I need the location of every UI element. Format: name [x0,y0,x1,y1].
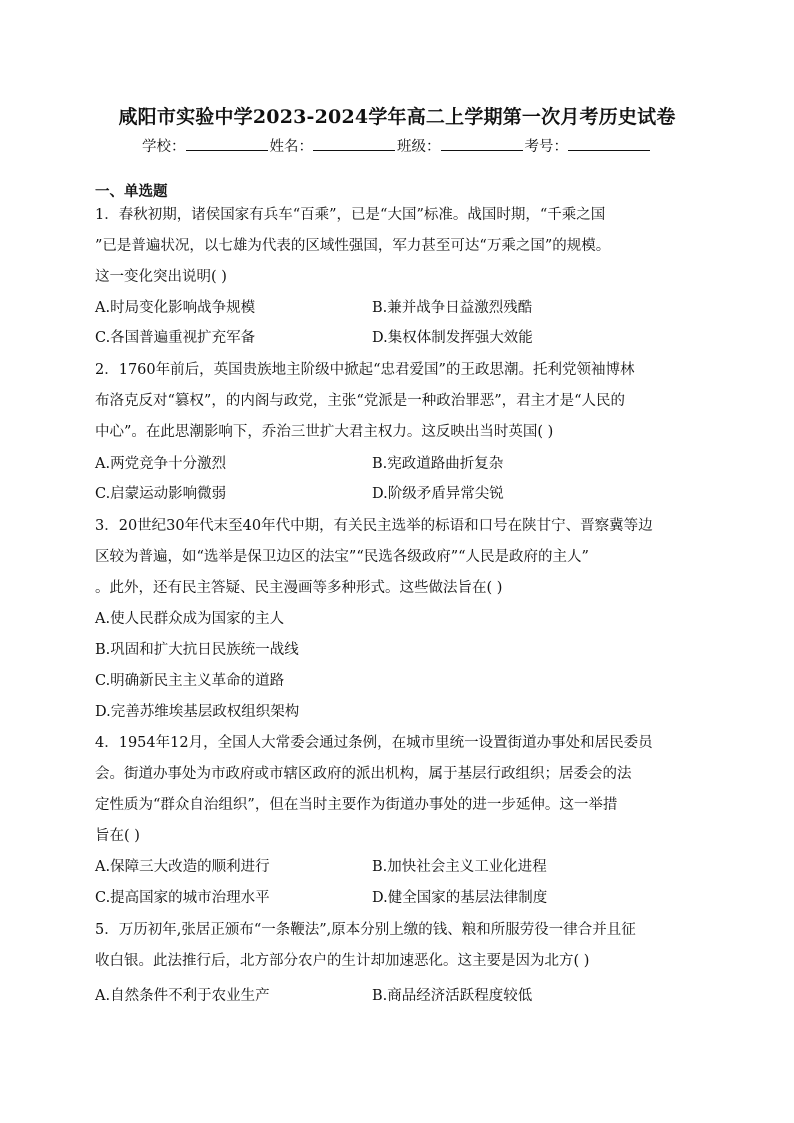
question-line: 会。街道办事处为市政府或市辖区政府的派出机构，属于基层行政组织；居委会的法 [95,766,632,782]
option-d: D.完善苏维埃基层政权组织架构 [95,704,300,720]
exam-number-label: 考号： [524,139,568,155]
option-d: D.阶级矛盾异常尖锐 [372,486,504,502]
option-c: C.提高国家的城市治理水平 [95,890,270,906]
option-a: A.使人民群众成为国家的主人 [95,611,285,627]
option-c: C.启蒙运动影响微弱 [95,486,227,502]
question-line: 旨在( ) [95,828,140,844]
question-line: 4．1954年12月，全国人大常委会通过条例，在城市里统一设置街道办事处和居民委员 [95,735,653,751]
question-line: 3．20世纪30年代末至40年代中期，有关民主选举的标语和口号在陕甘宁、晋察冀等边 [95,518,653,534]
school-label: 学校： [142,139,186,155]
question-line: 区较为普遍，如“选举是保卫边区的法宝”“民选各级政府”“人民是政府的主人” [95,549,589,565]
question-line: 1．春秋初期，诸侯国家有兵车“百乘”，已是“大国”标准。战国时期，“千乘之国 [95,207,606,223]
question-line: 这一变化突出说明( ) [95,269,227,285]
option-d: D.集权体制发挥强大效能 [372,330,533,346]
name-blank [313,136,395,151]
question-line: ”已是普遍状况，以七雄为代表的区域性强国，军力甚至可达“万乘之国”的规模。 [95,238,611,254]
question-line: 2．1760年前后，英国贵族地主阶级中掀起“忠君爱国”的王政思潮。托利党领袖博林 [95,362,635,378]
exam-title: 咸阳市实验中学2023-2024学年高二上学期第一次月考历史试卷 [118,106,676,128]
option-a: A.保障三大改造的顺利进行 [95,859,270,875]
option-c: C.各国普遍重视扩充军备 [95,330,256,346]
section-heading: 一、单选题 [95,183,168,200]
class-label: 班级： [397,139,441,155]
option-a: A.自然条件不利于农业生产 [95,988,270,1004]
question-line: 布洛克反对“篡权”，的内阁与政党，主张“党派是一种政治罪恶”，君主才是“人民的 [95,393,626,409]
student-info-line [0,135,794,156]
option-b: B.巩固和扩大抗日民族统一战线 [95,642,299,658]
school-blank [186,136,268,151]
question-line: 中心”。在此思潮影响下，乔治三世扩大君主权力。这反映出当时英国( ) [95,424,554,440]
question-line: 5．万历初年,张居正颁布“一条鞭法”,原本分别上缴的钱、粮和所服劳役一律合并且征 [95,922,636,938]
option-a: A.时局变化影响战争规模 [95,300,256,316]
option-a: A.两党竞争十分激烈 [95,456,227,472]
option-b: B.宪政道路曲折复杂 [372,456,504,472]
option-c: C.明确新民主主义革命的道路 [95,673,285,689]
question-line: 收白银。此法推行后，北方部分农户的生计却加速恶化。这主要是因为北方( ) [95,953,590,969]
class-blank [441,136,523,151]
option-d: D.健全国家的基层法律制度 [372,890,548,906]
name-label: 姓名： [269,139,313,155]
question-line: 。此外，还有民主答疑、民主漫画等多种形式。这些做法旨在( ) [95,580,503,596]
option-b: B.兼并战争日益激烈残酷 [372,300,533,316]
option-b: B.商品经济活跃程度较低 [372,988,533,1004]
exam-number-blank [568,136,650,151]
question-line: 定性质为“群众自治组织”，但在当时主要作为街道办事处的进一步延伸。这一举措 [95,797,618,813]
option-b: B.加快社会主义工业化进程 [372,859,547,875]
